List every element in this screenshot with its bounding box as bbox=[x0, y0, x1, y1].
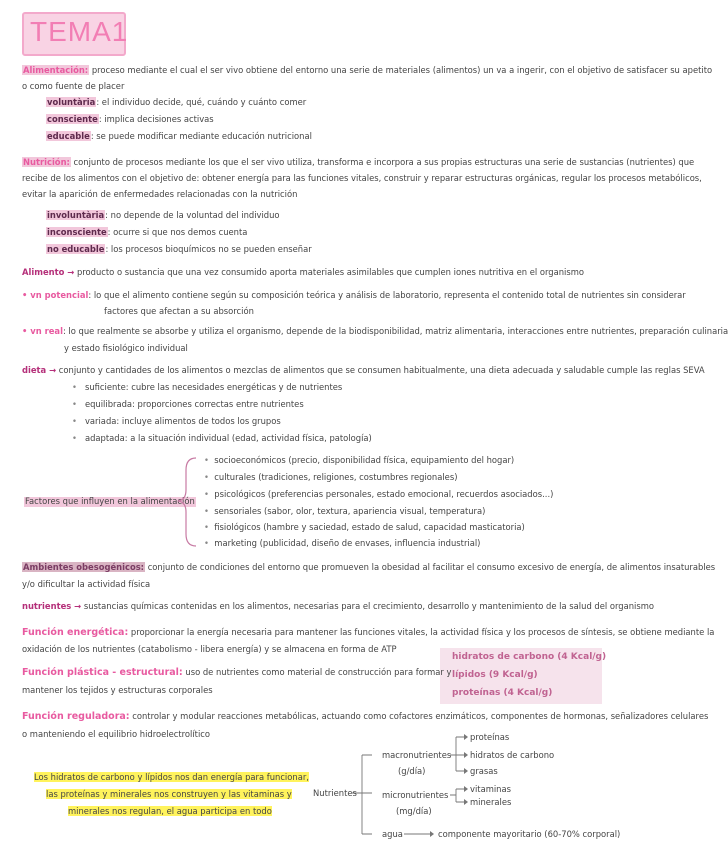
dieta-line: dieta → conjunto y cantidades de los alimentos o mezclas de alimentos que se consumen habitualmente, una dieta adecuada y saludable cumple las reglas SEVA bbox=[22, 365, 705, 375]
nutricion-line1: Nutrición: conjunto de procesos mediante los que el ser vivo utiliza, transforma e incorpora a sus propias estructuras una serie de sustancias (nutrientes) que bbox=[23, 157, 695, 167]
tree-micro-unit: (mg/día) bbox=[396, 806, 432, 816]
note-line: Los hidratos de carbono y lípidos nos dan energía para funcionar, bbox=[34, 772, 309, 782]
vn-real-def2: y estado fisiológico individual bbox=[64, 343, 188, 353]
note-line: minerales nos regulan, el agua participa en todo bbox=[68, 806, 272, 816]
energy-item: proteínas (4 Kcal/g) bbox=[452, 688, 553, 698]
f-plastica-line: Función plástica - estructural: uso de nutrientes como material de construcción para formar y bbox=[22, 667, 452, 678]
vn-potencial-line: • vn potencial: lo que el alimento contiene según su composición teórica y análisis de laboratorio, representa el contenido total de nutrientes sin considerar bbox=[22, 290, 686, 300]
tree-leaf: proteínas bbox=[470, 732, 510, 742]
nutricion-def3: evitar la aparición de enfermedades relacionadas con la nutrición bbox=[22, 189, 298, 199]
tree-micro: micronutrientes bbox=[382, 790, 449, 800]
note-line: las proteínas y minerales nos construyen y las vitaminas y bbox=[46, 789, 292, 799]
factor-item: • fisiológicos (hambre y saciedad, estado de salud, capacidad masticatoria) bbox=[204, 522, 525, 532]
nutrientes-term: nutrientes → bbox=[22, 601, 82, 611]
ambientes-term: Ambientes obesogénicos: bbox=[23, 562, 145, 572]
nutricion-item: inconsciente: ocurre si que nos demos cuenta bbox=[47, 227, 248, 237]
factor-item: • psicológicos (preferencias personales, estado emocional, recuerdos asociados...) bbox=[204, 489, 554, 499]
nutricion-def2: recibe de los alimentos con el objetivo de: obtener energía para las funciones vitales, construir y reparar estructuras orgánicas, regular los procesos metabólicos, bbox=[22, 173, 702, 183]
nutricion-term: Nutrición: bbox=[23, 157, 70, 167]
tree-leaf: hidratos de carbono bbox=[470, 750, 555, 760]
tree-leaf: minerales bbox=[470, 797, 512, 807]
nutricion-item: involuntària: no depende de la voluntad del individuo bbox=[47, 210, 280, 220]
alimentacion-item: educable: se puede modificar mediante educación nutricional bbox=[47, 131, 312, 141]
factor-item: • culturales (tradiciones, religiones, costumbres regionales) bbox=[204, 472, 458, 482]
factor-item: • socioeconómicos (precio, disponibilidad física, equipamiento del hogar) bbox=[204, 455, 515, 465]
factor-item: • sensoriales (sabor, olor, textura, apariencia visual, temperatura) bbox=[204, 506, 486, 516]
f-plastica-def2: mantener los tejidos y estructuras corporales bbox=[22, 685, 213, 695]
tree-macro: macronutrientes bbox=[382, 750, 452, 760]
ambientes-line: Ambientes obesogénicos: conjunto de condiciones del entorno que promueven la obesidad al facilitar el consumo excesivo de energía, de alimentos insaturables bbox=[23, 562, 716, 572]
alimento-line: Alimento → producto o sustancia que una vez consumido aporta materiales asimilables que cumplen iones nutritiva en el organismo bbox=[22, 267, 585, 277]
dieta-item: • suficiente: cubre las necesidades energéticas y de nutrientes bbox=[72, 382, 343, 392]
vn-potencial-def2: factores que afectan a su absorción bbox=[104, 306, 254, 316]
alimentacion-item: consciente: implica decisiones activas bbox=[47, 114, 214, 124]
vn-potencial-term: • vn potencial bbox=[22, 290, 89, 300]
vn-real-term: • vn real bbox=[22, 326, 63, 336]
tree-macro-unit: (g/día) bbox=[398, 766, 426, 776]
nutricion-item: no educable: los procesos bioquímicos no se pueden enseñar bbox=[47, 244, 312, 254]
factores-label: Factores que influyen en la alimentación bbox=[25, 496, 195, 506]
f-reguladora-line: Función reguladora: controlar y modular reacciones metabólicas, actuando como cofactores enzimáticos, componentes de hormonas, señalizadores celulares bbox=[22, 711, 709, 722]
tree-leaf: vitaminas bbox=[470, 784, 511, 794]
alimentacion-def2: o como fuente de placer bbox=[22, 81, 125, 91]
tree-agua: agua bbox=[382, 829, 403, 839]
energy-item: lípidos (9 Kcal/g) bbox=[452, 670, 538, 680]
dieta-item: • adaptada: a la situación individual (edad, actividad física, patología) bbox=[72, 433, 372, 443]
energy-item: hidratos de carbono (4 Kcal/g) bbox=[452, 652, 607, 662]
tree-root: Nutrientes bbox=[313, 788, 357, 798]
nutrientes-line: nutrientes → sustancias químicas contenidas en los alimentos, necesarias para el crecimiento, desarrollo y mantenimiento de la salud del organismo bbox=[22, 601, 655, 611]
dieta-term: dieta → bbox=[22, 365, 57, 375]
f-reguladora-def2: o manteniendo el equilibrio hidroelectrolítico bbox=[22, 729, 211, 739]
f-reguladora-term: Función reguladora: bbox=[22, 711, 130, 722]
ambientes-def2: y/o dificultar la actividad física bbox=[22, 579, 151, 589]
f-energetica-line: Función energética: proporcionar la energía necesaria para mantener las funciones vitales, la actividad física y los procesos de síntesis, se obtiene mediante la bbox=[22, 627, 715, 638]
dieta-item: • variada: incluye alimentos de todos los grupos bbox=[72, 416, 281, 426]
f-plastica-term: Función plástica - estructural: bbox=[22, 667, 183, 678]
dieta-item: • equilibrada: proporciones correctas entre nutrientes bbox=[72, 399, 304, 409]
vn-real-line: • vn real: lo que realmente se absorbe y utiliza el organismo, depende de la biodisponibilidad, matriz alimentaria, interacciones entre nutrientes, preparación culinaria bbox=[22, 326, 728, 336]
alimento-term: Alimento → bbox=[22, 267, 75, 277]
alimentacion-item: voluntària: el individuo decide, qué, cuándo y cuánto comer bbox=[47, 97, 307, 107]
f-energetica-def2: oxidación de los nutrientes (catabolismo - libera energía) y se almacena en forma de ATP bbox=[22, 644, 397, 654]
f-energetica-term: Función energética: bbox=[22, 627, 129, 638]
alimentacion-def1: proceso mediante el cual el ser vivo obtiene del entorno una serie de materiales (alimentos) un va a ingerir, con el objetivo de satisfacer su apetito bbox=[89, 65, 713, 75]
tree-leaf: grasas bbox=[470, 766, 498, 776]
tree-agua-item: componente mayoritario (60-70% corporal) bbox=[438, 829, 621, 839]
alimentacion-term: Alimentación: bbox=[23, 65, 89, 75]
factor-item: • marketing (publicidad, diseño de envases, influencia industrial) bbox=[204, 538, 481, 548]
page-title: TEMA1 bbox=[30, 16, 129, 47]
